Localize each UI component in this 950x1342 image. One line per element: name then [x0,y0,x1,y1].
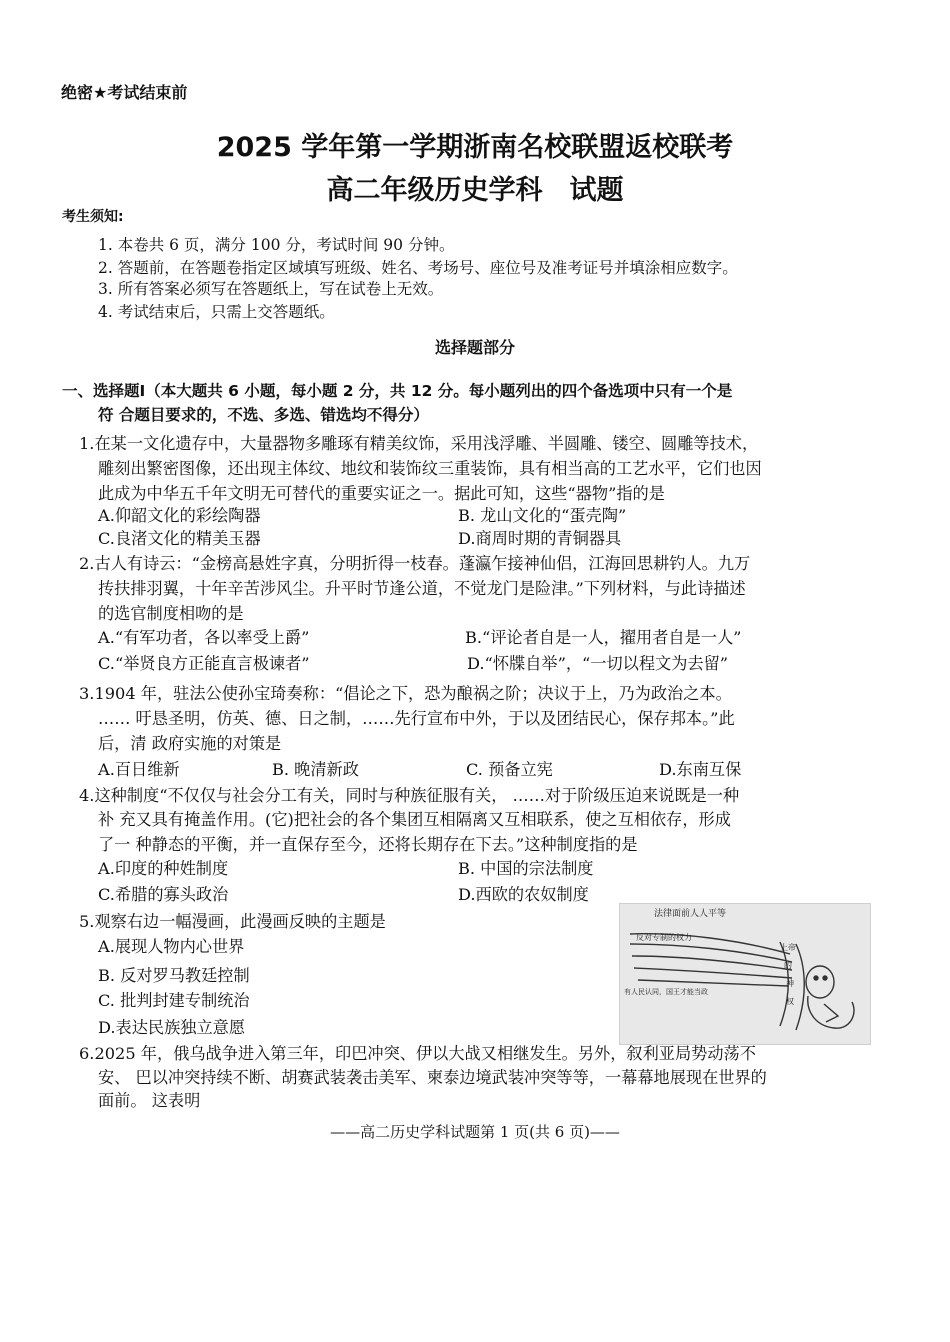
q5-option-d: D.表达民族独立意愿 [98,1018,246,1037]
q4-option-d: D.西欧的农奴制度 [458,885,589,904]
question-1-line: 雕刻出繁密图像，还出现主体纹、地纹和装饰纹三重装饰，具有相当高的工艺水平，它们也因 [98,459,762,478]
q3-option-c: C. 预备立宪 [466,760,553,779]
question-5-stem: 5.观察右边一幅漫画，此漫画反映的主题是 [79,912,386,931]
q1-option-b: B. 龙山文化的“蛋壳陶” [458,506,627,525]
cartoon-caption-consent: 有人民认同，国王才能当政 [624,988,708,996]
q1-option-c: C.良渚文化的精美玉器 [98,529,261,548]
page-title: 2025 学年第一学期浙南名校联盟返校联考 [216,132,734,163]
q2-option-d: D.“怀牒自举”，“一切以程文为去留” [467,654,729,673]
section-title: 选择题部分 [434,338,515,357]
question-1-line: 此成为中华五千年文明无可替代的重要实证之一。据此可知，这些“器物”指的是 [98,484,665,503]
question-4-line: 4.这种制度“不仅仅与社会分工有关，同时与种族征服有关， ……对于阶级压迫来说既是一种 [79,786,740,805]
cartoon-caption-power: 反对专制的权力 [636,933,692,942]
question-3-line: …… 吁恳圣明，仿英、德、日之制，……先行宣布中外，于以及团结民心，保存邦本。”此 [98,709,735,728]
q3-option-d: D.东南互保 [659,760,742,779]
q2-option-a: A.“有军功者，各以率受上爵” [98,628,310,647]
part-instructions: 一、选择题Ⅰ（本大题共 6 小题，每小题 2 分，共 12 分。每小题列出的四个备选项中只有一个是 [62,382,733,400]
political-cartoon [619,903,871,1045]
question-3-line: 后，清 政府实施的对策是 [98,734,282,753]
notice-item: 1. 本卷共 6 页，满分 100 分，考试时间 90 分钟。 [98,236,455,254]
question-1-line: 1.在某一文化遗存中，大量器物多雕琢有精美纹饰，采用浅浮雕、半圆雕、镂空、圆雕等技术， [79,434,759,453]
q3-option-b: B. 晚清新政 [272,760,359,779]
notice-item: 3. 所有答案必须写在答题纸上，写在试卷上无效。 [98,280,444,298]
q2-option-b: B.“评论者自是一人，擢用者自是一人” [465,628,742,647]
q4-option-c: C.希腊的寡头政治 [98,885,229,904]
q5-option-c: C. 批判封建专制统治 [98,991,250,1010]
q4-option-a: A.印度的种姓制度 [98,859,229,878]
cartoon-shield-text: 权 [786,997,794,1006]
q1-option-d: D.商周时期的青铜器具 [458,529,622,548]
question-6-line: 面前。 这表明 [98,1091,201,1110]
q5-option-a: A.展现人物内心世界 [98,937,245,956]
q5-option-b: B. 反对罗马教廷控制 [98,966,250,985]
confidential-label: 绝密★考试结束前 [61,83,188,102]
q1-option-a: A.仰韶文化的彩绘陶器 [98,506,261,525]
q3-option-a: A.百日维新 [98,760,180,779]
question-4-line: 补 充又具有掩盖作用。(它)把社会的各个集团互相隔离又互相联系，使之互相依存，形成 [98,810,731,829]
notice-item: 4. 考试结束后，只需上交答题纸。 [98,303,335,321]
question-4-line: 了一 种静态的平衡，并一直保存至今，还将长期存在下去。”这种制度指的是 [98,835,638,854]
question-3-line: 3.1904 年，驻法公使孙宝琦奏称：“倡论之下，恐为酿祸之阶；决议于上，乃为政治之本。 [79,684,732,703]
q2-option-c: C.“举贤良方正能直言极谏者” [98,654,310,673]
question-6-line: 安、 巴以冲突持续不断、胡赛武装袭击美军、柬泰边境武装冲突等等，一幕幕地展现在世界的 [98,1068,767,1087]
page-footer: ——高二历史学科试题第 1 页(共 6 页)—— [330,1123,620,1141]
cartoon-shield-text: 的 [784,961,792,970]
question-2-line: 2.古人有诗云：“金榜高悬姓字真，分明折得一枝春。蓬瀛乍接神仙侣，江海回思耕钓人。九万 [79,554,751,573]
notice-heading: 考生须知: [62,209,124,225]
question-2-line: 的选官制度相吻的是 [98,604,244,623]
question-6-line: 6.2025 年，俄乌战争进入第三年，印巴冲突、伊以大战又相继发生。另外，叙利亚局势动荡不 [79,1044,756,1063]
question-2-line: 抟扶排羽翼，十年辛苦涉风尘。升平时节逢公道，不觉龙门是险津。”下列材料，与此诗描述 [98,579,746,598]
cartoon-shield-text: 上帝 [780,943,796,952]
page-subtitle: 高二年级历史学科 试题 [326,175,624,206]
notice-item: 2. 答题前，在答题卷指定区域填写班级、姓名、考场号、座位号及准考证号并填涂相应数字。 [98,259,738,277]
cartoon-shield-text: 神 [786,979,794,988]
q4-option-b: B. 中国的宗法制度 [458,859,594,878]
cartoon-caption-equality: 法律面前人人平等 [654,909,727,919]
part-instructions: 符 合题目要求的，不选、多选、错选均不得分） [98,406,429,424]
